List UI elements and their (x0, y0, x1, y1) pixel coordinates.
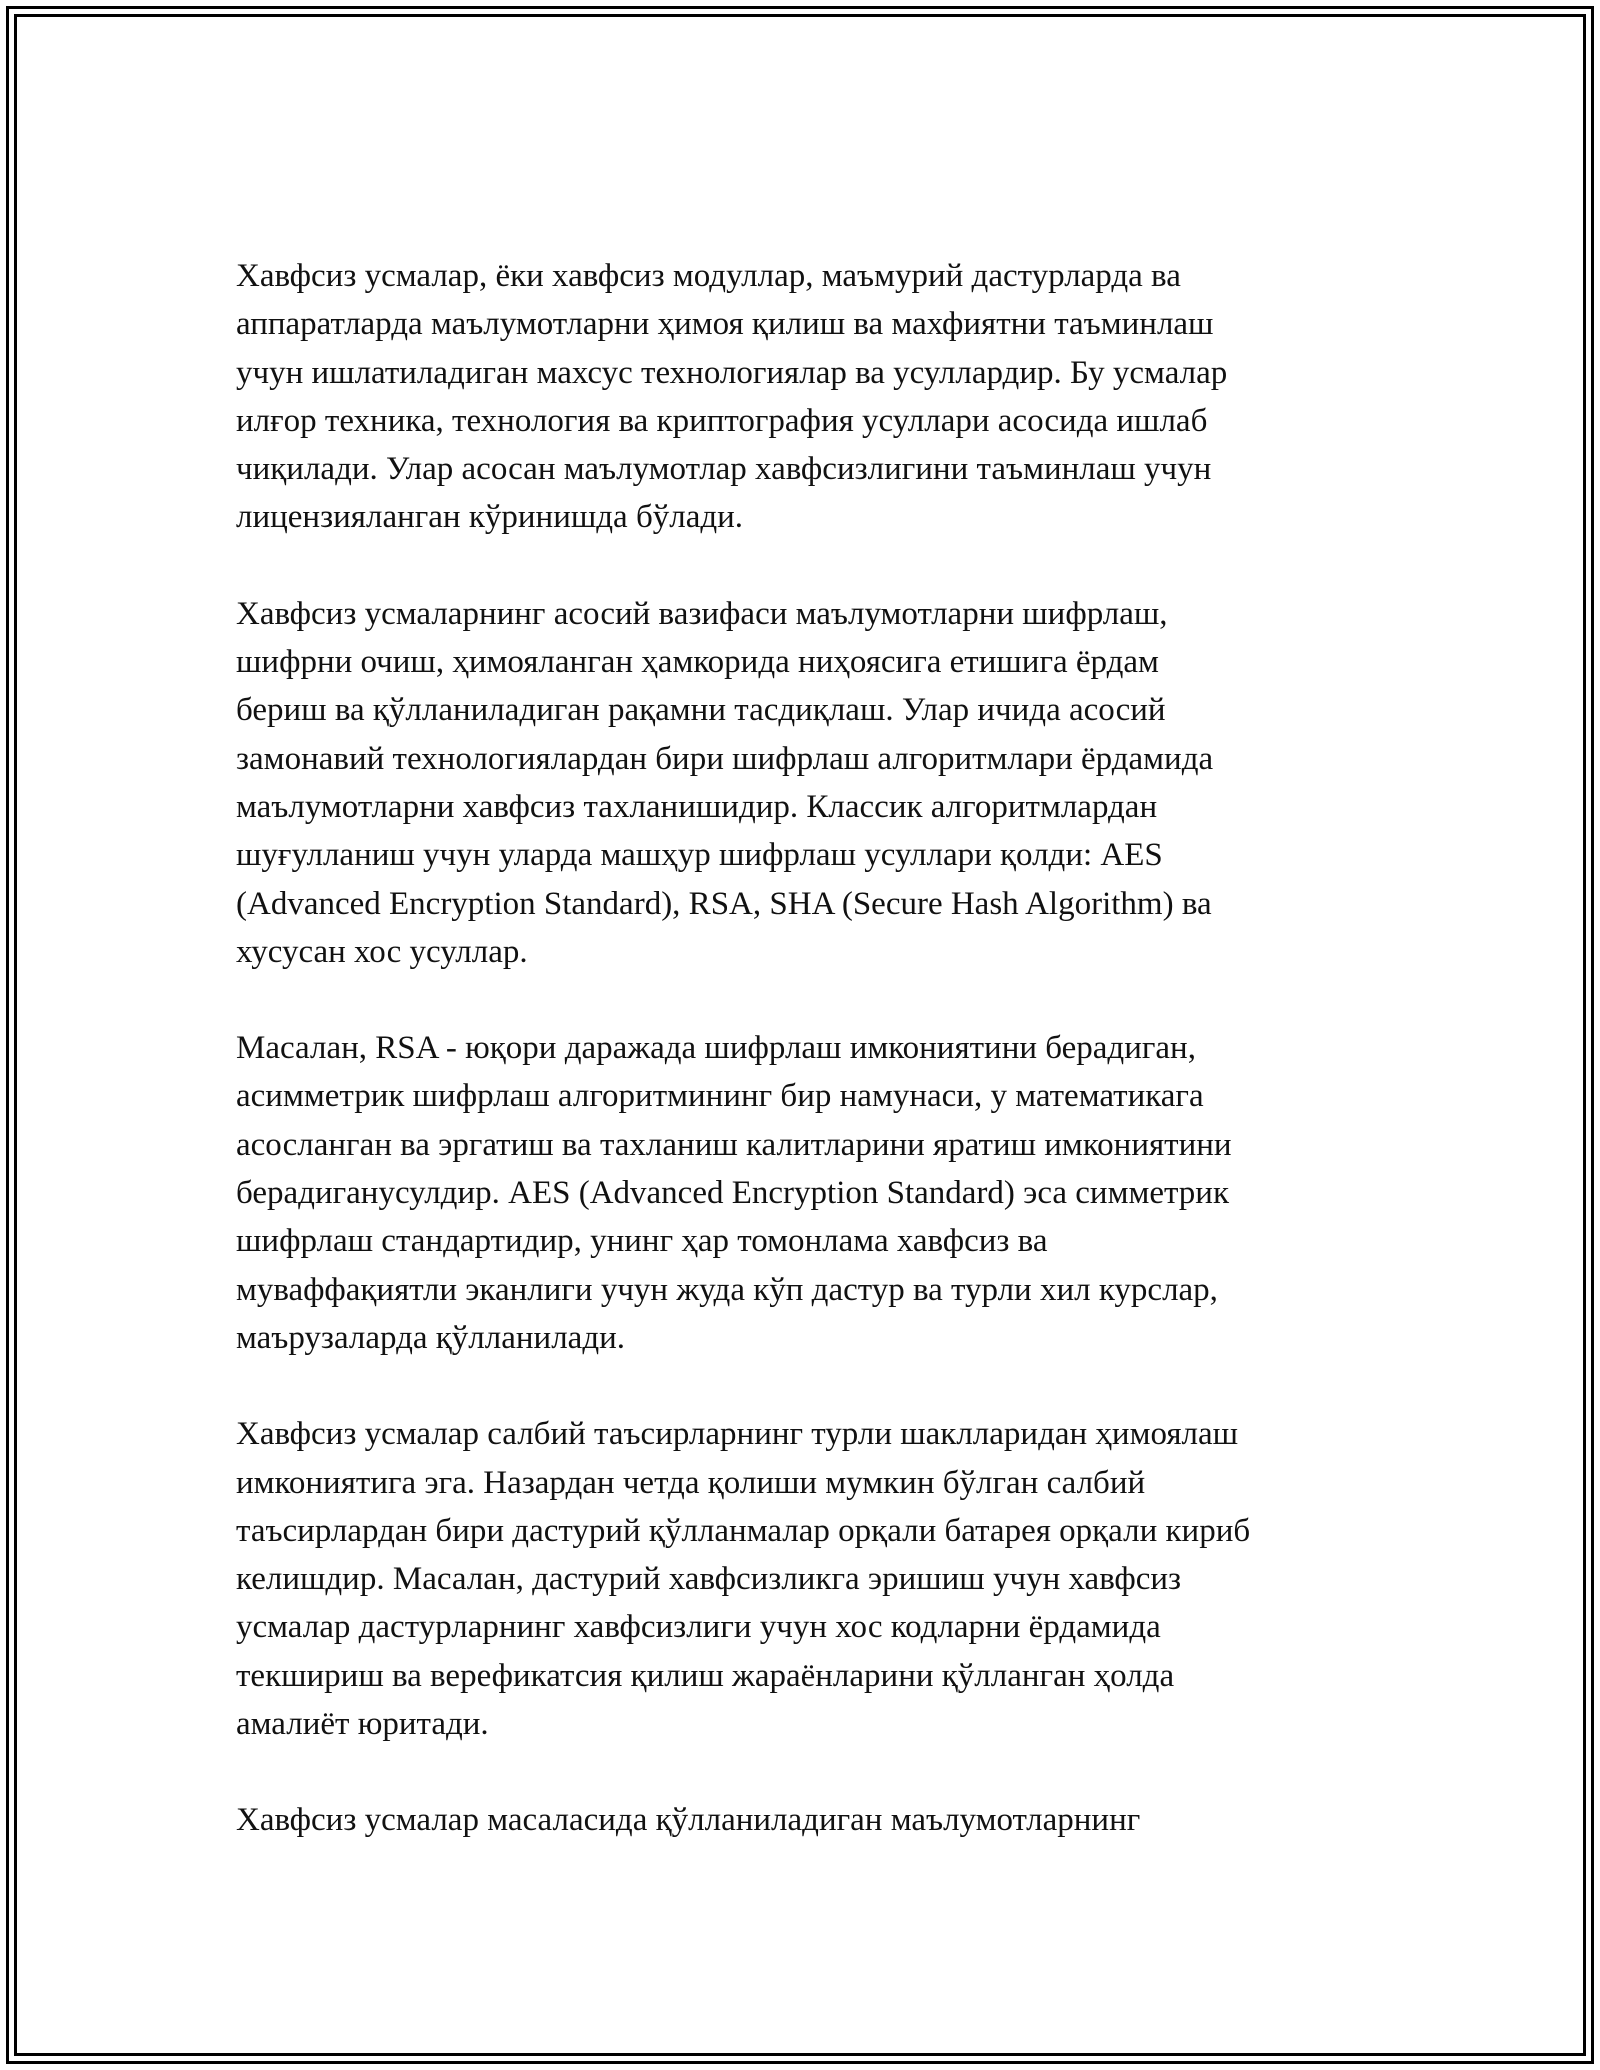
paragraph-2: Хавфсиз усмаларнинг асосий вазифаси маълумотларни шифрлаш, шифрни очиш, ҳимояланган ҳамкорида ниҳоясига етишига ёрдам бериш ва қўлланиладиган рақамни тасдиқлаш. Улар ичида асосий замонавий технологиялардан бири шифрлаш алгоритмлари ёрдамида маълумотларни хавфсиз тахланишидир. Классик алгоритмлардан шуғулланиш учун уларда машҳур шифрлаш усуллари қолди: AES (Advanced Encryption Standard), RSA, SHA (Secure Hash Algorithm) ва хусусан хос усуллар. (236, 595, 1214, 970)
paragraph-5: Хавфсиз усмалар масаласида қўлланиладиган маълумотларнинг (236, 1802, 1141, 1839)
paragraph-4: Хавфсиз усмалар салбий таъсирларнинг турли шаклларидан ҳимоялаш имкониятига эга. Назардан четда қолиши мумкин бўлган салбий таъсирлардан бири дастурий қўлланмалар орқали батарея орқали кириб келишдир. Масалан, дастурий хавфсизликга эришиш учун хавфсиз усмалар дастурларнинг хавфсизлиги учун хос кодларни ёрдамида текшириш ва верефикатсия қилиш жараёнларини қўлланган ҳолда амалиёт юритади. (236, 1416, 1251, 1743)
paragraph-1: Хавфсиз усмалар, ёки хавфсиз модуллар, маъмурий дастурларда ва аппаратларда маълумотларни ҳимоя қилиш ва махфиятни таъминлаш учун ишлатиладиган махсус технологиялар ва усуллардир. Бу усмалар илғор техника, технология ва криптография усуллари асосида ишлаб чиқилади. Улар асосан маълумотлар хавфсизлигини таъминлаш учун лицензияланган кўринишда бўлади. (236, 258, 1228, 536)
paragraph-3: Масалан, RSA - юқори даражада шифрлаш имкониятини берадиган, асимметрик шифрлаш алгоритмининг бир намунаси, у математикага асосланган ва эргатиш ва тахланиш калитларини яратиш имкониятини берадиганусулдир. AES (Advanced Encryption Standard) эса симметрик шифрлаш стандартидир, унинг ҳар томонлама хавфсиз ва муваффақиятли эканлиги учун жуда кўп дастур ва турли хил курслар, маърузаларда қўлланилади. (236, 1030, 1232, 1356)
document-body (236, 252, 1396, 1893)
